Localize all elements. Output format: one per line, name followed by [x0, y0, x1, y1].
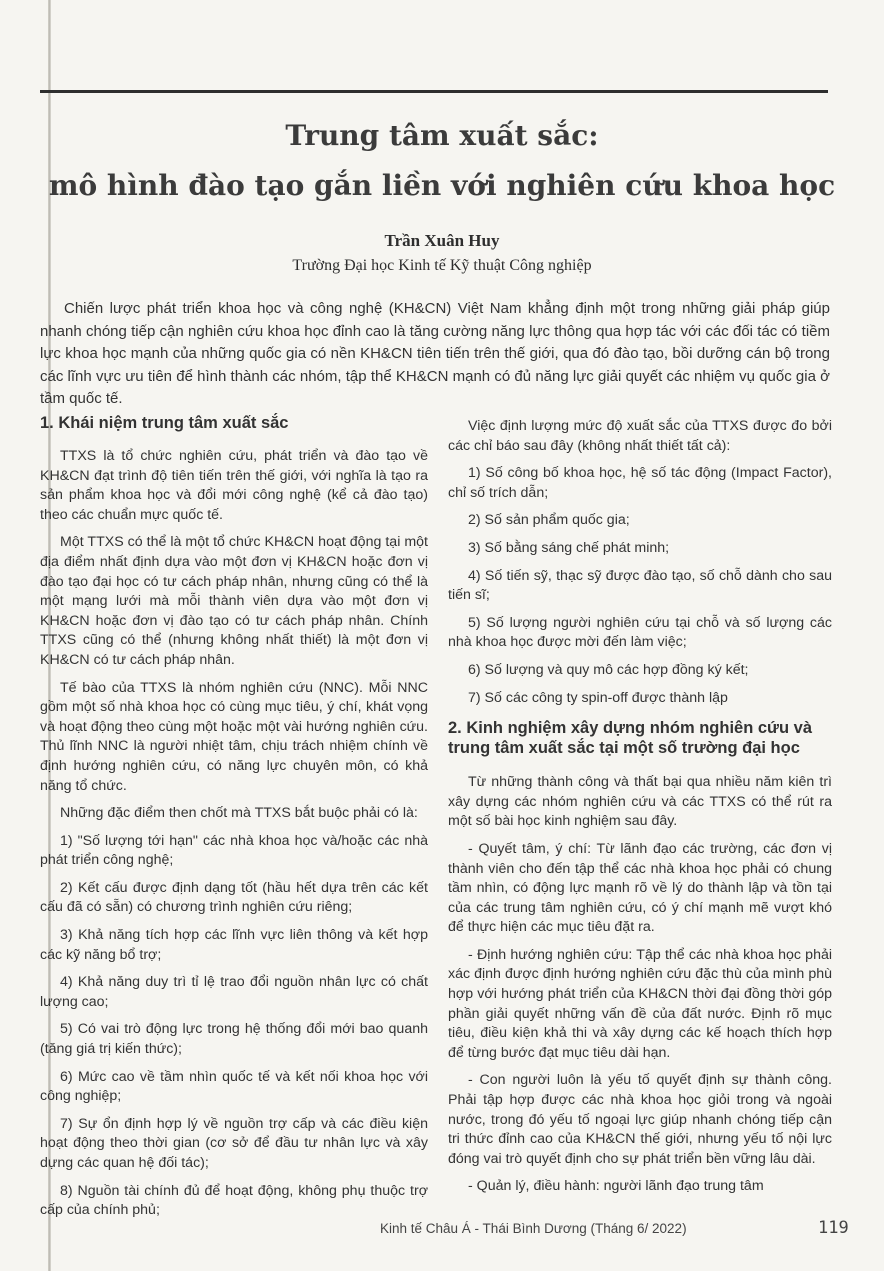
- list-item: 3) Khả năng tích hợp các lĩnh vực liên thông và kết hợp các kỹ năng bổ trợ;: [40, 927, 428, 963]
- list-item: 4) Số tiến sỹ, thạc sỹ được đào tạo, số chỗ dành cho sau tiến sĩ;: [448, 567, 832, 604]
- list-item: 6) Mức cao về tầm nhìn quốc tế và kết nối khoa học với công nghiệp;: [40, 1068, 428, 1105]
- left-column: [40, 413, 428, 1229]
- article-title-line-2: mô hình đào tạo gắn liền với nghiên cứu khoa học: [48, 169, 836, 202]
- paragraph: Tế bào của TTXS là nhóm nghiên cứu (NNC). Mỗi NNC gồm một số nhà khoa học có cùng mục tiêu, ý chí, khát vọng và hoạt động theo cùng một hoặc một vài hướng nghiên cứu. Thủ lĩnh NNC là người nhiệt tâm, chịu trách nhiệm chính về định hướng nghiên cứu, có năng lực chuyên môn, có khả năng tổ chức.: [40, 679, 428, 794]
- paragraph: - Con người luôn là yếu tố quyết định sự thành công. Phải tập hợp được các nhà khoa học giỏi trong và ngoài nước, trong đó yếu tố ngoại lực giúp nhanh chóng tiếp cận tri thức đỉnh cao của KH&CN thế giới, nhưng yếu tố nội lực đóng vai trò quyết định cho sự phát triển bền vững lâu dài.: [448, 1072, 832, 1167]
- abstract: Chiến lược phát triển khoa học và công nghệ (KH&CN) Việt Nam khẳng định một trong những giải pháp giúp nhanh chóng tiếp cận nghiên cứu khoa học đỉnh cao là tăng cường năng lực thông qua hợp tác với các đối tác có tiềm lực khoa học mạnh của những quốc gia có nền KH&CN tiên tiến trên thế giới, qua đó đào tạo, bồi dưỡng cán bộ trong các lĩnh vực ưu tiên để hình thành các nhóm, tập thể KH&CN mạnh có đủ năng lực giải quyết các nhiệm vụ quốc gia ở tầm quốc tế.: [40, 300, 830, 408]
- list-item: 4) Khả năng duy trì tỉ lệ trao đổi nguồn nhân lực có chất lượng cao;: [40, 974, 428, 1010]
- paragraph: - Định hướng nghiên cứu: Tập thể các nhà khoa học phải xác định được định hướng nghiên cứu đặc thù của mình phù hợp với hướng phát triển của KH&CN thời đại đồng thời góp phần giải quyết những vấn đề của đất nước. Định rõ mục tiêu, điều kiện khả thi và xây dựng các kế hoạch thích hợp để từng bước đạt mục tiêu dài hạn.: [448, 946, 832, 1061]
- paragraph: - Quản lý, điều hành: người lãnh đạo trung tâm: [468, 1178, 764, 1195]
- paragraph: Một TTXS có thể là một tổ chức KH&CN hoạt động tại một địa điểm nhất định dựa vào một đơn vị KH&CN hoặc đơn vị đào tạo đại học có tư cách pháp nhân, nhưng cũng có thể là một mạng lưới mà mỗi thành viên dựa vào một đơn vị KH&CN hoặc đơn vị đào tạo có tư cách pháp nhân. Chính TTXS cũng có thể (nhưng không nhất thiết) là một đơn vị KH&CN có tư cách pháp nhân.: [40, 534, 428, 668]
- right-column: [448, 417, 832, 1205]
- section-heading-2: 2. Kinh nghiệm xây dựng nhóm nghiên cứu và trung tâm xuất sắc tại một số trường đại học: [448, 719, 813, 758]
- paragraph: Những đặc điểm then chốt mà TTXS bắt buộc phải có là:: [60, 805, 418, 822]
- list-item: 5) Có vai trò động lực trong hệ thống đổi mới bao quanh (tăng giá trị kiến thức);: [40, 1021, 428, 1058]
- list-item: 1) Số công bố khoa học, hệ số tác động (Impact Factor), chỉ số trích dẫn;: [448, 465, 832, 501]
- journal-footer: Kinh tế Châu Á - Thái Bình Dương (Tháng 6/ 2022): [380, 1221, 687, 1236]
- list-item: 7) Số các công ty spin-off được thành lập: [468, 689, 728, 706]
- list-item: 8) Nguồn tài chính đủ để hoạt động, không phụ thuộc trợ cấp của chính phủ;: [40, 1182, 428, 1219]
- list-item: 3) Số bằng sáng chế phát minh;: [468, 539, 670, 556]
- list-item: 6) Số lượng và quy mô các hợp đồng ký kết;: [468, 661, 749, 678]
- page-number: 119: [818, 1218, 849, 1238]
- list-item: 2) Kết cấu được định dạng tốt (hầu hết dựa trên các kết cấu đã có sẵn) có chương trình nghiên cứu riêng;: [40, 879, 428, 916]
- top-rule: [40, 90, 828, 93]
- author-affiliation: Trường Đại học Kinh tế Kỹ thuật Công nghiệp: [292, 257, 592, 274]
- paragraph: Từ những thành công và thất bại qua nhiều năm kiên trì xây dựng các nhóm nghiên cứu và các TTXS có thể rút ra một số bài học kinh nghiệm sau đây.: [448, 774, 832, 830]
- list-item: 5) Số lượng người nghiên cứu tại chỗ và số lượng các nhà khoa học được mời đến làm việc;: [448, 614, 832, 651]
- list-item: 7) Sự ổn định hợp lý về nguồn trợ cấp và các điều kiện hoạt động theo thời gian (cơ sở để đầu tư nhân lực và xây dựng các quan hệ đối tác);: [40, 1115, 428, 1171]
- paragraph: Việc định lượng mức độ xuất sắc của TTXS được đo bởi các chỉ báo sau đây (không nhất thiết tất cả):: [448, 418, 832, 454]
- paragraph: - Quyết tâm, ý chí: Từ lãnh đạo các trường, các đơn vị thành viên cho đến tập thể các nhà khoa học phải có chung tầm nhìn, có động lực mạnh rõ về lý do thành lập và tồn tại của các trung tâm nghiên cứu, có ý chí mạnh mẽ vượt khó để thực hiện các mục tiêu đặt ra.: [448, 840, 832, 936]
- list-item: 1) "Số lượng tới hạn" các nhà khoa học và/hoặc các nhà phát triển công nghệ;: [40, 832, 428, 869]
- article-title-line-1: Trung tâm xuất sắc:: [285, 119, 599, 152]
- author-name: Trần Xuân Huy: [384, 231, 500, 250]
- paragraph: TTXS là tổ chức nghiên cứu, phát triển và đào tạo về KH&CN đạt trình độ tiên tiến trên thế giới, với nghĩa là tạo ra sản phẩm khoa học và đổi mới công nghệ (kể cả đào tạo) theo các chuẩn mực quốc tế.: [40, 448, 428, 523]
- list-item: 2) Số sản phẩm quốc gia;: [468, 512, 630, 529]
- section-heading-1: 1. Khái niệm trung tâm xuất sắc: [40, 414, 289, 432]
